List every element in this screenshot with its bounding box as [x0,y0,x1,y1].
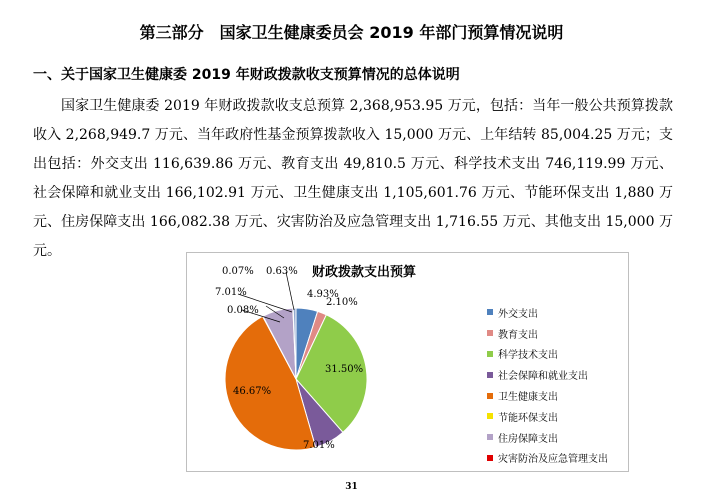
legend-label: 卫生健康支出 [498,392,558,404]
leader-line [286,272,294,310]
legend-label: 节能环保支出 [498,412,558,424]
legend-swatch [487,455,493,461]
chart-title: 财政拨款支出预算 [312,265,417,280]
label-social: 7.01% [303,440,335,451]
legend-swatch [487,434,493,440]
label-other: 0.63% [266,266,298,277]
section-heading: 一、关于国家卫生健康委 2019 年财政拨款收支预算情况的总体说明 [33,67,460,83]
chart-legend [487,302,608,468]
label-science: 31.50% [325,364,364,375]
label-health: 46.67% [233,386,272,397]
legend-label: 灾害防治及应急管理支出 [498,454,608,466]
label-housing: 7.01% [215,287,247,298]
legend-item [487,344,608,365]
pie-chart [186,252,486,470]
legend-label: 社会保障和就业支出 [498,371,588,383]
page-number: 31 [345,482,358,492]
legend-item [487,364,608,385]
legend-item [487,448,608,469]
legend-swatch [487,351,493,357]
legend-item [487,406,608,427]
label-energy: 0.08% [227,305,259,316]
legend-label: 教育支出 [498,329,538,341]
label-disaster: 0.07% [222,266,254,277]
label-foreign: 4.93% [307,289,339,300]
legend-item [487,427,608,448]
legend-swatch [487,413,493,419]
body-paragraph: 国家卫生健康委 2019 年财政拨款收支总预算 2,368,953.95 万元，包括：当年一般公共预算拨款收入 2,268,949.7 万元、当年政府性基金预算拨款收入 15,000 万元、上年结转 85,004.25 万元；支出包括：外交支出 116,639.86 万元、教育支出 49,810.5 万元、科学技术支出 746,119.99 万元、社会保障和就业支出 166,102.91 万元、卫生健康支出 1,105,601.76 万元、节能环保支出 1,880 万元、住房保障支出 166,082.38 万元、灾害防治及应急管理支出 1,716.55 万元、其他支出 15,000 万元。 [33,98,673,259]
legend-item [487,385,608,406]
legend-label: 住房保障支出 [498,433,558,445]
legend-swatch [487,393,493,399]
legend-label: 科学技术支出 [498,350,558,362]
label-education: 2.10% [326,297,358,308]
legend-swatch [487,372,493,378]
legend-item [487,323,608,344]
page-title: 第三部分 国家卫生健康委员会 2019 年部门预算情况说明 [139,23,564,42]
legend-swatch [487,330,493,336]
legend-label: 外交支出 [498,308,538,320]
legend-swatch [487,309,493,315]
legend-item [487,302,608,323]
